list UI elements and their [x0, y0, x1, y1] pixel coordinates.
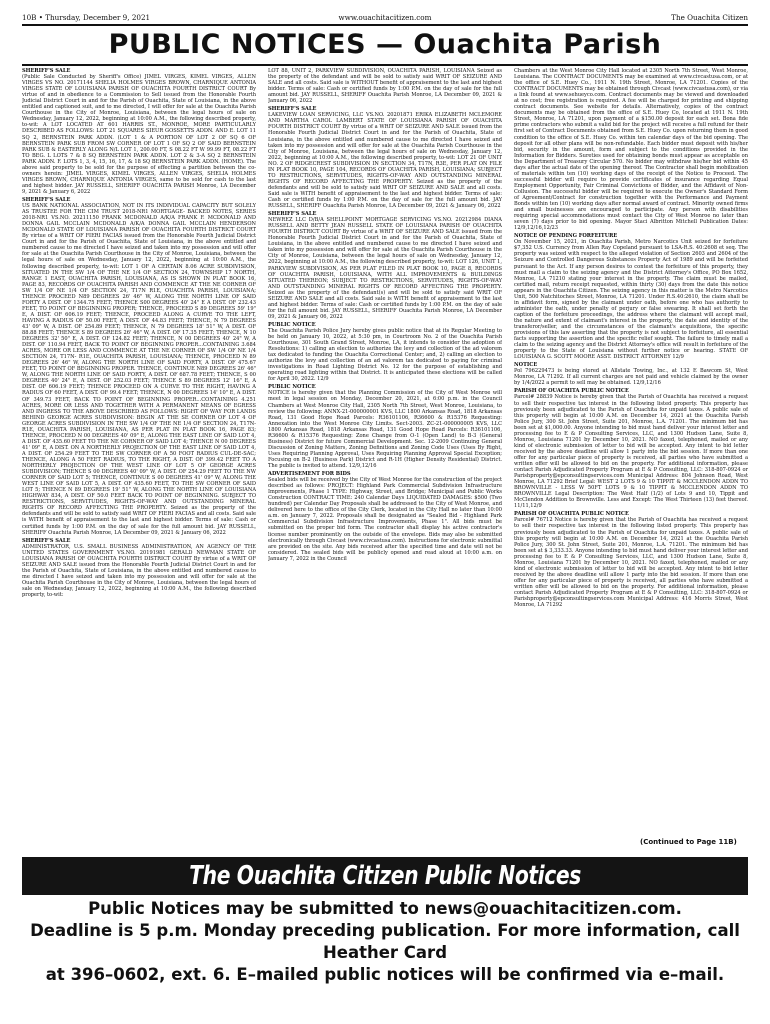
notice-item: [268, 471, 502, 562]
header-url: www.ouachitacitizen.com: [338, 13, 432, 22]
submission-line-1: Public Notices may be submitted to news@ouachitacitizen.com.: [88, 899, 682, 918]
notice-heading: PUBLIC NOTICE: [268, 321, 316, 328]
submission-line-3: at 396–0602, ext. 6. E–mailed public notices will be confirmed via e–mail.: [45, 965, 725, 984]
notice-body: US BANK NATIONAL ASSOCIATION, NOT IN ITS INDIVIDUAL CAPACITY BUT SOLELY AS TRUSTEE FOR THE CIM TRUST 2018-NR1 MORTGAGE- BACKED NOTES, SERIES 2018-NR1 VS.NO. 20211150 FRANK MCDONALD A/K/A FRANK F. MCDONALD AND DONNA GAIL MCCLAIN MCDONALD A/K/A DONNA GAIL MCCLAIN HENDERSON MCDONALD STATE OF LOUISIANA PARISH OF OUACHITA FOURTH DISTRICT COURT By virtue of a WRIT OF FIERI FACIAS issued from the Honorable Fourth Judicial District Court in and for the Parish of Ouachita, State of Louisiana, in the above entitled and numbered cause to me directed I have seized and taken into my possession and will offer for sale at the Ouachita Parish Courthouse in the City of Monroe, Louisiana, between the legal hours of sale on Wednesday, January 12, 2022, beginning at 10:00 A.M., the following described property, to-wit: LOT 1 OF A CERTAIN 8.06 ACRE SUBDIVISION, SITUATED IN THE SW 1/4 OF THE NE 1/4 OF SECTION 24, TOWNSHIP 17 NORTH, RANGE 1 EAST, OUACHITA PARISH, LOUISIANA, AS IS SHOWN IN PLAT BOOK 16, PAGE 83, RECORDS OF OUACHITA PARISH AND COMMENCE AT THE NE CORNER OF SW 1/4 OF NE 1/4 OF SECTION 24, T17N R1E, OUACHITA PARISH, LOUISIANA; THENCE PROCEED N89 DEGREES 26' 46" W, ALONG THE NORTH LINE OF SAID FORTY A DIST. OF 1344.75 FEET; THENCE S00 DEGREES 40' 24" E A DIST. OF 232.43 FEET, TO POINT OF BEGINNING PROPER; THENCE, PROCEED S 89 DEGREES 59' 19" E, A DIST. OF 606.19 FEET; THENCE, PROCEED ALONG A CURVE TO THE LEFT, HAVING A RADIUS OF 50.00 FEET, A DIST. OF 44.83 FEET; THENCE, N 79 DEGREES 43' 09" W, A DIST. OF 254.89 FEET; THENCE, N 79 DEGREES 18' 51" W, A DIST. OF 88.88 FEET; THENCE S 89 DEGREES 26' 46" W, A DIST. OF 17.35 FEET; THENCE, N 10 DEGREES 32' 50" E, A DIST. OF 124.82 FEET; THENCE, N 00 DEGREES 40' 24" W, A DIST. OF 110.94 FEET, BACK TO POINT OF BEGINNING PROPER...CONTAINING 3.684 ACRES, MORE OR LESS AND COMMENCE AT THE NE CORNER OF SW 1/4 OF NE 1/4 SECTION 24, T17N- R1E, OUACHITA PARISH, LOUISIANA; THENCE, PROCEED N 89 DEGREES 26' 46" W, ALONG THE NORTH LINE OF SAID FORTY, A DIST. OF 475.67 FEET, TO POINT OF BEGINNING PROPER. THENCE, CONTINUE N89 DEGREES 26' 46" W, ALONG THE NORTH LINE OF SAID FORTY, A DIST. OF 687.78 FEET; THENCE, S 00 DEGREES 40' 24" E, A DIST. OF 252.03 FEET; THENCE S 89 DEGREES 12' 16" E, A DIST. OF 606.19 FEET; THENCE PROCEED ON A CURVE TO THE RIGHT, HAVING A RADIUS OF 60 FEET, A DIST. OF 99.4 FEET; THENCE, N 00 DEGREES 14' 10" E, A DIST. OF 349.73 FEET, BACK TO POINT OF BEGINNING PROPER...CONTAINING 4.251 ACRES, MORE OR LESS AND TOGETHER WITH A PERMANENT MEANS OF EGRESS AND INGRESS TO THE ABOVE DESCRIBED AS FOLLOWS: RIGHT OF WAY FOR LANDS BEHIND GEORGE ACRES SUBDIVISION: BEGIN AT THE SE CORNER OF LOT 4 OF GEORGE ACRES SUBDIVISION IN THE SW 1/4 OF THE NE 1/4 OF SECTION 24, T17N- R1E, OUACHITA PARISH, LOUISIANA, AS PER PLAT IN PLAT BOOK 16, PAGE 83; THENCE, PROCEED N 00 DEGREES 40' 09" E, ALONG THE EAST LINE OF SAID LOT 4, A DIST. OF 435.60 FEET TO THE NE CORNER OF SAID LOT 4; THENCE N 00 DEGREES 41' 09" E, A DIST. ON A NORTHERLY PROJECTION OF THE EAST LINE OF SAID LOT 4, A DIST. OF 254.29 FEET TO THE SW CORNER OF A 50 FOOT RADIUS CUL-DE-SAC; THENCE, ALONG A 50 FEET RADIUS, TO THE RIGHT, A DIST. OF 399.42 FEET TO A NORTHERLY PROJECTION OF THE WEST LINE OF LOT 5 OF GEORGE ACRES SUBDIVISION; THENCE S 00 DEGREES 40' 09" W, A DIST. OF 254.29 FEET TO THE NW CORNER OF SAID LOT 5; THENCE, CONTINUE S 00 DEGREES 41' 09" W, ALONG THE WEST LINE OF SAID LOT 5, A DIST. OF 435.60 FEET, TO THE SW CORNER OF SAID LOT 5; THENCE N 89 DEGREES 19' 51" W, ALONG THE NORTH LINE OF LOUISIANA HIGHWAY 834, A DIST. OF 50.0 FEET BACK TO POINT OF BEGINNING. SUBJECT TO RESTRICTIONS, SERVITUDES, RIGHTS-OF-WAY AND OUTSTANDING MINERAL RIGHTS OF RECORD AFFECTING THE PROPERTY. Seized as the property of the defendants and will be sold to satisfy said WRIT OF FIERI FACIAS and all costs. Said sale is WITH benefit of appraisement to the last and highest bidder. Terms of sale: Cash or certified funds by 1:00 P.M. on the day of sale for the full amount bid. JAY RUSSELL, SHERIFF Ouachita Parish Monroe, LA December 09, 2021 & January 06, 2022: [22, 203, 256, 536]
notice-body: On November 15, 2021, in Ouachita Parish, Metro Narcotics Unit seized for forfeiture $7,352 U.S. Currency from Allen Ray Copeland pursuant to LSA-R.S. 40:2608 et seq. The property was seized with respect to the alleged violation of Section 2603 and 2604 of the Seizure and Controlled Dangerous Substances Property Act of 1989 and will be forfeited pursuant to the Act. If any person desires to contest the forfeiture of this property, they must mail a claim to the seizing agency and the District Attorney's Office, PO Box 1652, Monroe, LA 71210 stating your interest in the property. The claim must be mailed, certified mail, return receipt requested, within thirty (30) days from the date this notice appears in the Ouachita Citizen. The seizing agency in this matter is the Metro Narcotics Unit, 500 Natchitoches Street, Monroe, LA 71201. Under R.S.40:2610, the claim shall be in affidavit form, signed by the claimant under oath, before one who has authority to administer the oath, under penalty of perjury or false swearing. It shall set forth the caption of the forfeiture proceedings, the address where the claimant will accept mail, the nature and extent of claimant's interest in the property, the date and identity of the transferor/seller, and the circumstances of the claimant's acquisitions, the specific provisions of this law asserting that the property is not subject to forfeiture, all essential facts supporting the assertion and the specific relief sought. The failure to timely mail a claim to the seizing agency and the District Attorney's office will result in forfeiture of the property to the State of Louisiana without further notice or hearing. STATE OF LOUISIANA G. SCOTT MOORE ASST. DISTRICT ATTORNEY 12/9: [514, 239, 748, 361]
notice-body: Parcel# 76712 Notice is hereby given that the Parish of Ouachita has received a request to sell their respective tax interest in the following listed property. This property has previously been adjudicated to the Parish of Ouachita for unpaid taxes. A public sale of this property will begin at 10:00 A.M. on December 14, 2021 at the Ouachita Parish Police Jury, 300 St. John Street, Suite 201, Monroe, L.A. 71201. The minimum bid has been set at $ 3,333.33. Anyone intending to bid must hand deliver your interest letter and processing fee to E & P Consulting Services, LLC, and 1300 Hudson Lane, Suite 8, Monroe, Louisiana 71201 by December 10, 2021. NO faxed, telephoned, mailed or any kind of electronic submission of letter to bid will be accepted. Any intent to bid letter received by the above deadline will allow 1 party into the bid session. If more than one offer for any particular piece of property is received, all parties who have submitted a written offer will be allowed to bid on the property. For additional information, please contact Parish Adjudicated Property Program at E & P Consulting, LLC: 318-807-0924 or Parishproperty@epconsultingservices.com Municipal Address: 416 Morris Street, West Monroe, LA 71292: [514, 517, 748, 609]
notice-body: (Public Sale Conducted by Sheriff's Office) JIMEL VIRGES, KIMEL VIRGES, ALLEN VIRGES VS NO. 20171144 SHELIA HOLMES VIRGES BROWN, CHARNIQUE ANTONIA VIRGES STATE OF LOUISIANA PARISH OF OUACHITA FOURTH DISTRICT COURT By virtue of and in obedience to a Commission to Sell issued from the Honorable Fourth Judicial District Court in and for the Parish of Ouachita, State of Louisiana, in the above entitled and captioned suit, and to me directed, I will offer for sale at the Ouachita Parish Courthouse in the City of Monroe, Louisiana, between the legal hours of sale on Wednesday, January 12, 2022, beginning at 10:00 A.M., the following described property, to-wit: A LOT LOCATED AT 601 HARRIS ST., MONROE, MORE PARTICULARLY DESCRIBED AS FOLLOWS: LOT 21 SQUARES SIEUR GOSSETTS ADDN. AND E. LOT 11 SQ 2, BERNSTEIN PARK ADDN. (LOT 1 & A PORTION OF LOT 2 OF SQ 6 OF BERNSTEIN PARK SUB FROM SW CORNER OF LOT 1 OF SQ 2 OF SAID BERNSTEIN PARK SUB & EASTERLY ALONG N/L LOT 1, 200.00 FT, S 08.22 FT W 99.99 FT, 08.22 FT TO BEG. L LOTS 7 & 8 SQ BERNSTEIN PARK ADDN. LOT 2 & 3-A SQ 2 BERNSTEIN PARK ADDN. F. LOTS 1, 3, 4, 15, 16, 17, & 18 SQ BERNSTEIN PARK ADDN. (HOME). The above said property to be sold for the purpose of effecting a partition between the co-owners herein: JIMEL VIRGES, KIMEL VIRGES, ALLEN VIRGES, SHELIA HOLMES VIRGES BROWN, CHARNIQUE ANTONIA VIRGES, same to be sold for cash to the last and highest bidder. JAY RUSSELL, SHERIFF OUACHITA PARISH Monroe, LA December 9, 2021 & January 6, 2022: [22, 74, 256, 195]
submission-info: [22, 898, 748, 986]
page-title: PUBLIC NOTICES — Ouachita Parish: [22, 24, 748, 66]
header-paper-name: The Ouachita Citizen: [671, 13, 748, 22]
notice-item: [514, 511, 748, 608]
notice-heading: SHERIFF'S SALE: [268, 211, 317, 218]
notice-item: [514, 388, 748, 509]
notice-item: [514, 362, 748, 386]
notice-heading: ADVERTISEMENT FOR BIDS: [268, 471, 351, 478]
notice-item: [268, 68, 502, 104]
notice-item: [268, 106, 502, 209]
notice-heading: NOTICE OF PENDING FORFEITURE: [514, 233, 618, 240]
notice-columns: [22, 66, 748, 836]
notice-body: Chambers at the West Monroe City Hall located at 2305 North 7th Street, West Monroe, Louisiana. The CONTRACT DOCUMENTS may be examined at www.civcastusa.com, or at the office of S.E. Huey Co., 1911 N. 19th Street, Monroe, LA 71201. Copies of the CONTRACT DOCUMENTS may be obtained through Civcast (www.civcastusa.com), or via a link found at www.sehueyco.com. Contract documents may be viewed and downloaded at no cost; free registration is required. A fee will be charged for printing and shipping contract documents. See website for details. Alternatively, copies of the contract documents may be obtained from the office of S.E. Huey Co, located at 1911 N. 19th Street, Monroe, LA 71201, upon payment of a $150.00 deposit for each set. Bona fide prime contractors who submit a valid bid for the project will receive a full refund for their first set of Contract Documents obtained from S.E. Huey Co. upon returning them in good condition to the office of S.E. Huey Co. within ten calendar days of the bid opening. The deposit for all other plans will be non-refundable. Each bidder must deposit with his/her bid, security in the amount, form and subject to the conditions provided in the Information for Bidders. Sureties used for obtaining bonds must appear as acceptable on the Department of Treasury Circular 570. No bidder may withdraw his/her bid within 45 days after the actual date of the opening thereof. The Contractor shall begin mobilization of materials within ten (10) working days of the receipt of the Notice to Proceed. The successful bidder will require to provide certificates of insurance regarding Equal Employment Opportunity, Fair Criminal Convictions of Bidder, and the Affidavit of Non-Collusion. The successful bidder will be required to execute the Owner's Standard Form of Agreement/Contract for construction together with the Performance and Payment Bonds within ten (10) working days after normal award of contract. Minority owned firms and small businesses are encouraged to participate. Any person with disabilities requiring special accommodations must contact the City of West Monroe no later than seven (7) days prior to bid opening. Mayor Staci Albritton Mitchell Publication Dates: 12/9,12/16,12/23: [514, 68, 748, 232]
notice-heading: PARISH OF OUACHITA PUBLIC NOTICE: [514, 511, 629, 518]
public-notices-banner: [22, 857, 748, 895]
notice-column-2: [268, 66, 502, 836]
notice-column-3: [514, 66, 748, 836]
notice-item: [22, 197, 256, 536]
notice-heading: SHERIFF'S SALE: [22, 537, 71, 544]
notice-heading: PARISH OF OUACHITA PUBLIC NOTICE: [514, 388, 629, 395]
notice-body: Sealed bids will be received by the City of West Monroe for the construction of the project described as follows: PROJECT: Highland Park Commercial Subdivision Infrastructure Improvements, Phase 1 TYPE: Highway, Street, and Bridge; Municipal and Public Works Construction CONTRACT TIME: 240 Calendar Days LIQUIDATED DAMAGES: $500 (Two hundred) per Calendar Day Proposals shall be addressed to the City of West Monroe, and delivered here to the office of the City Clerk, located in the City Hall no later than 10:00 a.m. on January 7, 2022. Proposals shall be designated as "Sealed Bid - Highland Park Commercial Subdivision Infrastructure Improvements, Phase 1". All bids must be submitted on the proper bid form. The contractor shall display his active contractor's license number prominently on the outside of the envelope. Bids may also be submitted electronically through Civcast (www.civcastusa.com). Instructions for electronic submittal are provided on the site. Any bids received after the specified time and date will not be considered. The sealed bids will be publicly opened and read aloud at 10:00 a.m. on January 7, 2022 in the Council: [268, 477, 502, 562]
notice-heading: PUBLIC NOTICE: [268, 384, 316, 391]
notice-column-1: [22, 66, 256, 836]
notice-item: [22, 538, 256, 598]
notice-heading: SHERIFF'S SALE: [22, 68, 71, 74]
notice-body: LOT 88, UNIT 2, PARKVIEW SUBDIVISION, OUACHITA PARISH, LOUISIANA Seized as the property of the defendant and will be sold to satisfy said WRIT OF SEIZURE AND SALE and all costs. Said sale is WITHOUT benefit of appraisement to the last and highest bidder. Terms of sale: Cash or certified funds by 1:00 P.M. on the day of sale for the full amount bid. JAY RUSSELL, SHERIFF Ouachita Parish Monroe, LA December 09, 2021 & January 06, 2022: [268, 68, 502, 105]
notice-body: LAKEVIEW LOAN SERVICING, LLC VS.NO. 20201871 ERIKA ELIZABETH MCLEMORE AND MARTHA CAROL LAMBERT STATE OF LOUISIANA PARISH OF OUACHITA FOURTH DISTRICT COURT By virtue of a WRIT OF SEIZURE AND SALE issued from the Honorable Fourth Judicial District Court in and for the Parish of Ouachita, State of Louisiana, in the above entitled and numbered cause to me directed I have seized and taken into my possession and will offer for sale at the Ouachita Parish Courthouse in the City of Monroe, Louisiana, between the legal hours of sale on Wednesday, January 12, 2022, beginning at 10:00 A.M., the following described property, to-wit: LOT 21 OF UNIT NO. 2 OF RIDGECREST SUBDIVISION IN SECTION 34, T17N, R3E, PER PLAT ON FILE IN PLAT BOOK 10, PAGE 104, RECORDS OF OUACHITA PARISH, LOUISIANA; SUBJECT TO RESTRICTIONS, SERVITUDES, RIGHTS-OF-WAY AND OUTSTANDING MINERAL RIGHTS OF RECORD AFFECTING THE PROPERTY. Seized as the property of the defendants and will be sold to satisfy said WRIT OF SEIZURE AND SALE and all costs. Said sale is WITH benefit of appraisement to the last and highest bidder. Terms of sale: Cash or certified funds by 1:00 P.M. on the day of sale for the full amount bid. JAY RUSSELL, SHERIFF Ouachita Parish Monroe, LA December 09, 2021 & January 06, 2022: [268, 112, 502, 210]
notice-heading: SHERIFF'S SALE: [22, 196, 71, 203]
banner-title: The Ouachita Citizen Public Notices: [189, 861, 581, 891]
notice-heading: SHERIFF'S SALE: [268, 106, 317, 113]
notice-body: NOTICE is hereby given that the Planning Commission of the City of West Monroe will meet in legal session on Monday, December 20, 2021, at 6:00 p.m. in the Council Chambers at West Monroe City Hall, 2305 North 7th Street, West Monroe, Louisiana, to review the following: ANNX-21-000000001 KVS, LLC 1800 Arkansas Road, 1818 Arkansas Road, 131 Good Hope Road Parcels: R36101106, R36600 & R15376 Requesting: Annexation into the West Monroe City Limits. Sect-2003. ZC-21-000000005 KVS, LLC 1800 Arkansas Road, 1818 Arkansas Road, 131 Good Hope Road Parcels: R36101106, R36600 & R15376 Requesting: Zone Change from O-1 (Open Land) to B-3 (General Business) District for future Commercial Development. Sec. 12-2009 Continuing General Discussion of Zoning Matters, Zoning Definitions and Zoning Code Uses (Uses By Right, Uses Requiring Planning Approval, Uses Requiring Planning Approval Special Exception; Focusing on B-2 (Business Park) District and R-1H (Higher Density Residential) District. The public is invited to attend. 12/9,12/16: [268, 390, 502, 469]
notice-body: ADMINISTRATOR, U.S. SMALL BUSINESS ADMINISTRATION, AN AGENCY OF THE UNITED STATES GOVERNMENT VS.NO. 20191981 GERALD NEWMAN STATE OF LOUISIANA PARISH OF OUACHITA FOURTH DISTRICT COURT By virtue of a WRIT OF SEIZURE AND SALE issued from the Honorable Fourth Judicial District Court in and for the Parish of Ouachita, State of Louisiana, in the above entitled and numbered cause to me directed I have seized and taken into my possession and will offer for sale at the Ouachita Parish Courthouse in the City of Monroe, Louisiana, between the legal hours of sale on Wednesday, January 12, 2022, beginning at 10:00 A.M., the following described property, to-wit:: [22, 543, 256, 599]
notice-item: [514, 233, 748, 360]
submission-line-2: Deadline is 5 p.m. Monday preceding publication. For more information, call Heather Card: [30, 921, 740, 962]
notice-body: Pol 796229473 is being stored at Allstate Towing, Inc., at 132 E Bawcom St, West Monroe, LA 71292. If all current charges are not paid and vehicle claimed by the owner by 1/4/2022 a permit to sell may be obtained. 12/9,12/16: [514, 368, 748, 387]
notice-body: Parcel# 28839 Notice is hereby given that the Parish of Ouachita has received a request to sell their respective tax interest in the following listed property. This property has previously been adjudicated to the Parish of Ouachita for unpaid taxes. A public sale of this property will begin at 10:00 A.M. on December 14, 2021 at the Ouachita Parish Police Jury, 300 St. John Street, Suite 201, Monroe, L.A. 71201. The minimum bid has been set at $1,000.00. Anyone intending to bid must hand deliver your interest letter and processing fee to E & P Consulting Services, LLC, and 1300 Hudson Lane, Suite 8, Monroe, Louisiana 71201 by December 10, 2021. NO faxed, telephoned, mailed or any kind of electronic submission of letter to bid will be accepted. Any intent to bid letter received by the above deadline will allow 1 party into the bid session. If more than one offer for any particular piece of property is received, all parties who have submitted a written offer will be allowed to bid on the property. For additional information, please contact Parish Adjudicated Property Program at E & P Consulting, LLC: 318-807-0924 or Parishproperty@epconsultingservices.com Municipal Address: 804 Johnson Road, West Monroe, LA 71292 Brief Legal: WEST 2 LOTS 9 & 10 TIPPIT & MCCLENDON ADDN TO BROWNVILLE - LESS W 50FT LOTS 9 & 10 TIPPIT & MCCLENDON ADDN TO BROWNVILLE Legal Description: The West Half (1/2) of Lots 9 and 10, Tippit and McClendon Addition to Brownville. Less and Except: The West Thirteen (13) feet thereof. 11/11,12/9: [514, 394, 748, 510]
notice-item: [268, 211, 502, 320]
header-page-date: 10B • Thursday, December 9, 2021: [22, 13, 151, 22]
notice-body: NEWREZ LLC D/B/A SHELLPOINT MORTGAGE SERVICING VS.NO. 20212984 DIANA RUSSELL AND BETTY JEAN RUSSELL STATE OF LOUISIANA PARISH OF OUACHITA FOURTH DISTRICT COURT By virtue of a WRIT OF SEIZURE AND SALE issued from the Honorable Fourth Judicial District Court in and for the Parish of Ouachita, State of Louisiana, in the above entitled and numbered cause to me directed I have seized and taken into my possession and will offer for sale at the Ouachita Parish Courthouse in the City of Monroe, Louisiana, between the legal hours of sale on Wednesday, January 12, 2022, beginning at 10:00 A.M., the following described property, to-wit: LOT 126, UNIT 1, PARKVIEW SUBDIVISION, AS PER PLAT FILED IN PLAT BOOK 10, PAGE 8, RECORDS OF OUACHITA PARISH, LOUISIANA, WITH ALL IMPROVEMENTS & BUILDINGS SITUATED THEREON; SUBJECT TO RESTRICTIONS, SERVITUDES, RIGHTS-OF-WAY AND OUTSTANDING MINERAL RIGHTS OF RECORD AFFECTING THE PROPERTY. Seized as the property of the defendant(s) and will be sold to satisfy said WRIT OF SEIZURE AND SALE and all costs. Said sale is WITH benefit of appraisement to the last and highest bidder. Terms of sale: Cash or certified funds by 1:00 P.M. on the day of sale for the full amount bid. JAY RUSSELL, SHERIFF Ouachita Parish Monroe, LA December 09, 2021 & January 06, 2022: [268, 217, 502, 320]
notice-heading: NOTICE: [514, 362, 538, 369]
continued-note: (Continued to Page 11B): [640, 838, 737, 846]
page-header: [22, 13, 748, 23]
notice-item: [268, 322, 502, 382]
notice-item: [268, 384, 502, 469]
notice-item: [22, 68, 256, 195]
notice-item: [514, 68, 748, 231]
notice-body: The Ouachita Parish Police Jury hereby gives public notice that at its Regular Meeting to be held on January 10, 2022, at 5:30 pm, in Courtroom No. 2 of the Ouachita Parish Courthouse, 301 South Grand Street, Monroe, LA, it intends to consider the adoption of Resolutions: 1) calling an election to authorize the levy and collection of the ad valorem tax dedicated to funding the Ouachita Correctional Center; and, 2) calling an election to authorize the levy and collection of an ad valorem tax dedicated to paying for criminal investigations in Road Lighting District No. 12 for the purpose of establishing and operating road lighting within that District. It is anticipated these elections will be called for April 30, 2022. 12/9: [268, 327, 502, 383]
